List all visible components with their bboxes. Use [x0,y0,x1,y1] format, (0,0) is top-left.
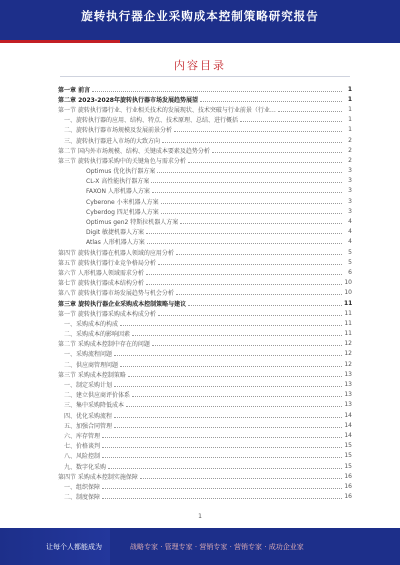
toc-entry-page: 13 [344,381,352,389]
toc-entry-label: Optimus gen2 特斯拉机器人方案 [86,219,179,227]
toc-entry[interactable] [58,410,352,420]
toc-entry[interactable] [58,186,352,196]
toc-entry-label: 第一节 旋转执行器采购成本构成分析 [58,310,156,318]
toc-entry-page: 11 [344,319,352,327]
toc-entry-page: 3 [348,197,352,205]
toc-entry-page: 16 [344,482,352,490]
toc-leader-dots [102,447,342,448]
toc-entry[interactable] [58,206,352,216]
toc-entry[interactable] [58,145,352,155]
toc-entry[interactable] [58,267,352,277]
toc-leader-dots [162,142,342,143]
toc-entry[interactable] [58,461,352,471]
toc-entry[interactable] [58,349,352,359]
toc-entry-page: 2 [348,136,352,144]
toc-entry-label: 五、加强合同管理 [64,422,113,430]
toc-entry-label: 二、旋转执行器市场规模及发展前景分析 [64,127,173,135]
toc-entry-label: 二、供应商管理问题 [64,361,119,369]
toc-entry-page: 6 [348,268,352,276]
toc-entry-label: Cyberone 小米机器人方案 [86,198,159,206]
toc-entry-page: 4 [348,218,352,226]
toc-entry[interactable] [58,125,352,135]
toc-leader-dots [102,498,342,499]
toc-entry-label: 第二节 国内外市场规模、结构、关键成本要素及趋势分析 [58,147,210,155]
toc-leader-dots [188,305,342,306]
toc-entry-label: 一、采购流程问题 [64,351,113,359]
toc-entry[interactable] [58,481,352,491]
toc-entry[interactable] [58,451,352,461]
toc-entry[interactable] [58,257,352,267]
toc-entry[interactable] [58,216,352,226]
toc-entry-page: 4 [348,238,352,246]
toc-leader-dots [92,91,342,92]
toc-entry-page: 1 [348,116,352,124]
toc-entry-page: 13 [344,370,352,378]
toc-divider [60,76,350,77]
toc-entry-label: 第二节 采购成本控制中存在的问题 [58,341,150,349]
toc-entry[interactable] [58,196,352,206]
toc-entry[interactable] [58,104,352,114]
toc-entry-label: 第六节 人形机器人领域需求分析 [58,269,144,277]
toc-entry-label: 第五节 旋转执行器行业竞争格局分析 [58,259,156,267]
toc-leader-dots [102,437,342,438]
toc-leader-dots [102,457,342,458]
toc-leader-dots [212,152,342,153]
toc-entry[interactable] [58,176,352,186]
toc-entry-page: 10 [344,289,352,297]
toc-leader-dots [158,264,342,265]
toc-leader-dots [132,396,342,397]
toc-leader-dots [180,223,342,224]
toc-leader-dots [146,274,342,275]
report-footer [0,528,400,565]
toc-leader-dots [152,345,342,346]
toc-leader-dots [188,162,342,163]
toc-entry[interactable] [58,369,352,379]
toc-leader-dots [176,254,342,255]
toc-leader-dots [157,172,342,173]
toc-leader-dots [240,121,342,122]
toc-entry[interactable] [58,390,352,400]
toc-entry-page: 5 [348,248,352,256]
toc-entry-label: 第七节 旋转执行器成本结构分析 [58,280,144,288]
toc-entry-page: 10 [344,279,352,287]
toc-entry[interactable] [58,237,352,247]
toc-entry-label: 四、优化采购流程 [64,412,113,420]
toc-entry-label: 一、组织保障 [64,483,101,491]
toc-leader-dots [151,182,342,183]
toc-leader-dots [161,203,342,204]
toc-leader-dots [146,233,342,234]
toc-leader-dots [114,417,342,418]
report-header [0,0,400,40]
toc-entry-label: 二、采购成本的影响因素 [64,331,131,339]
toc-entry[interactable] [58,94,352,104]
toc-entry-label: 三、集中采购降低成本 [64,402,125,410]
toc-entry[interactable] [58,155,352,165]
toc-entry-page: 12 [344,340,352,348]
toc-entry-page: 11 [344,299,353,307]
toc-entry[interactable] [58,339,352,349]
toc-leader-dots [158,315,342,316]
toc-entry-page: 16 [344,472,352,480]
toc-entry-label: Cyberdog 四足机器人方案 [86,208,159,216]
toc-entry-label: 三、旋转执行器进入市场的大致方向 [64,137,161,145]
toc-entry[interactable] [58,441,352,451]
toc-leader-dots [200,101,342,102]
toc-entry-label: 一、制定采购计划 [64,382,113,390]
toc-entry-page: 3 [348,177,352,185]
toc-entry-page: 14 [344,421,352,429]
toc-entry-page: 15 [344,452,352,460]
toc-entry-page: 15 [344,442,352,450]
toc-entry-page: 3 [348,167,352,175]
toc-entry-label: 第四节 采购成本控制实施保障 [58,473,138,481]
toc-leader-dots [140,478,342,479]
toc-entry[interactable] [58,430,352,440]
toc-entry-label: FAXON 人形机器人方案 [86,188,150,196]
table-of-contents [58,84,352,502]
toc-leader-dots [114,427,342,428]
toc-entry-page: 3 [348,207,352,215]
toc-entry[interactable] [58,420,352,430]
toc-leader-dots [114,355,342,356]
toc-entry-page: 15 [344,462,352,470]
toc-entry-label: 第四节 旋转执行器在机器人领域的应用分析 [58,249,174,257]
toc-leader-dots [128,376,342,377]
toc-entry-page: 2 [348,146,352,154]
toc-entry-page: 11 [344,309,352,317]
toc-entry-label: 第一节 旋转执行器行业、行业相关技术的发展现状、技术突破与行业前景（行业… [58,106,276,114]
toc-entry[interactable] [58,308,352,318]
toc-leader-dots [120,366,342,367]
toc-entry-label: 一、旋转执行器的应用、结构、特点、技术原理、总结、进行概括 [64,117,239,125]
toc-leader-dots [108,468,342,469]
toc-entry-page: 3 [348,187,352,195]
toc-entry-label: 九、数字化采购 [64,463,107,471]
toc-entry-label: 第三节 旋转执行器采购中的关键角色与需求分析 [58,157,186,165]
toc-entry[interactable] [58,400,352,410]
toc-leader-dots [120,325,342,326]
toc-leader-dots [102,488,342,489]
toc-entry-label: 第三章 旋转执行器企业采购成本控制策略与建议 [58,300,187,308]
toc-entry[interactable] [58,298,352,308]
toc-leader-dots [147,243,342,244]
toc-entry-page: 5 [348,258,352,266]
toc-entry-page: 14 [344,431,352,439]
toc-entry[interactable] [58,359,352,369]
toc-entry-label: Atlas 人形机器人方案 [86,239,145,247]
toc-leader-dots [174,131,342,132]
toc-entry-page: 11 [344,330,352,338]
toc-leader-dots [146,284,342,285]
toc-entry[interactable] [58,288,352,298]
toc-entry-page: 16 [344,493,352,501]
toc-entry[interactable] [58,247,352,257]
toc-entry[interactable] [58,278,352,288]
toc-leader-dots [114,386,342,387]
footer-slogan: 让每个人都能成为 [46,543,102,551]
toc-entry-page: 14 [344,411,352,419]
toc-entry[interactable] [58,227,352,237]
toc-entry-page: 13 [344,401,352,409]
toc-entry-page: 1 [348,105,352,113]
toc-entry-label: Digit 敏捷机器人方案 [86,229,145,237]
toc-entry[interactable] [58,329,352,339]
toc-title: 内容目录 [174,59,226,72]
toc-entry-label: 八、风险控制 [64,453,101,461]
toc-entry-page: 1 [347,85,352,93]
toc-leader-dots [152,192,342,193]
toc-leader-dots [161,213,342,214]
toc-entry-label: 二、建立供应商评价体系 [64,392,131,400]
toc-leader-dots [132,335,342,336]
toc-entry-page: 2 [348,156,352,164]
toc-entry-page: 1 [348,126,352,134]
toc-entry-label: CL-X 高性能执行器方案 [86,178,150,186]
toc-entry-page: 13 [344,391,352,399]
report-title: 旋转执行器企业采购成本控制策略研究报告 [81,9,319,23]
toc-entry-label: 第三节 采购成本控制策略 [58,371,126,379]
toc-entry[interactable] [58,492,352,502]
toc-entry-label: 第八节 旋转执行器市场发展趋势与机会分析 [58,290,174,298]
toc-entry-page: 4 [348,228,352,236]
toc-entry-page: 12 [344,360,352,368]
toc-entry[interactable] [58,318,352,328]
toc-entry-label: 第一章 前言 [58,86,91,94]
toc-leader-dots [126,406,342,407]
page-number: 1 [198,513,202,520]
header-accent-stripe [0,40,400,43]
toc-entry-label: 一、采购成本的构成 [64,320,119,328]
footer-tagline: 战略专家 · 管理专家 · 营销专家 · 营销专家 · 成功企业家 [130,543,304,551]
toc-leader-dots [176,294,342,295]
toc-entry-label: 第二章 2023-2028年旋转执行器市场发展趋势展望 [58,96,198,104]
toc-entry-label: 六、库存管理 [64,432,101,440]
toc-entry-page: 1 [347,95,352,103]
toc-entry[interactable] [58,471,352,481]
toc-entry[interactable] [58,135,352,145]
toc-entry[interactable] [58,84,352,94]
toc-leader-dots [278,111,342,112]
toc-entry-label: Optimus 优化执行器方案 [86,168,156,176]
toc-entry[interactable] [58,115,352,125]
toc-entry[interactable] [58,379,352,389]
toc-entry-page: 12 [344,350,352,358]
toc-entry-label: 二、制度保障 [64,494,101,502]
toc-entry-label: 七、价格谈判 [64,443,101,451]
toc-entry[interactable] [58,166,352,176]
